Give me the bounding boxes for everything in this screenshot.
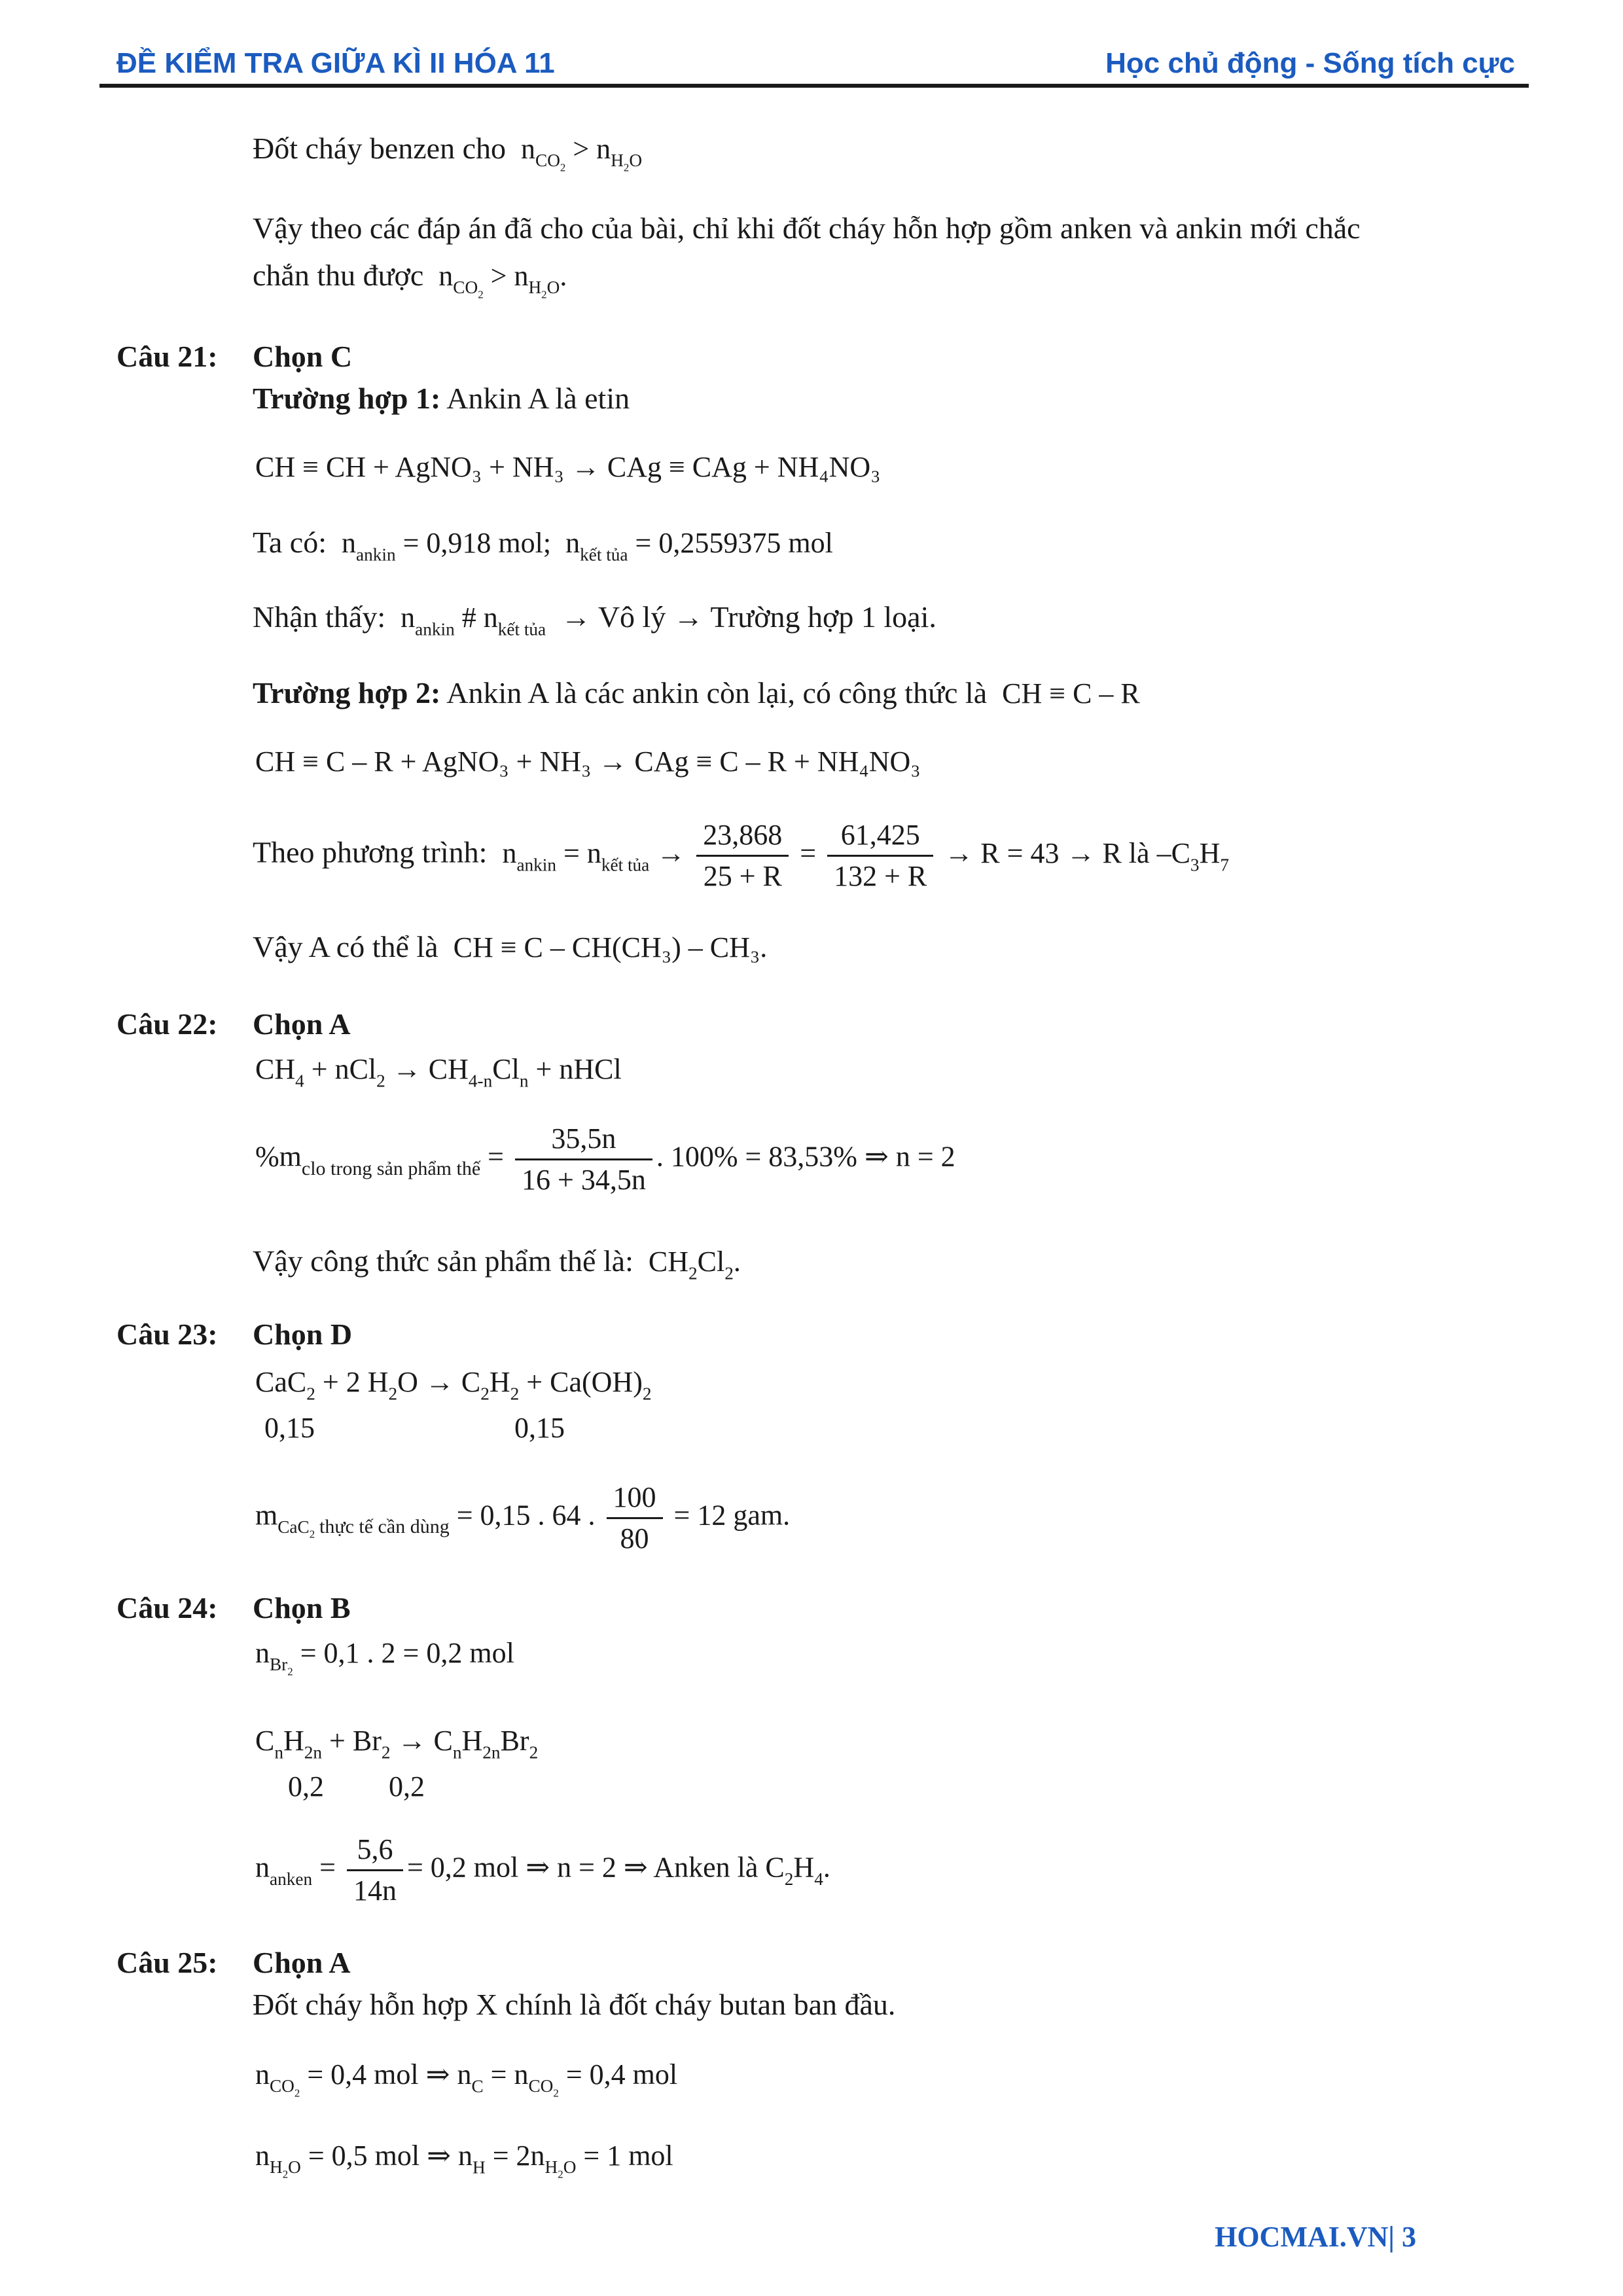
q22-conclusion: Vậy công thức sản phẩm thế là: $CH_2Cl_2$. (253, 1244, 741, 1283)
q25-line-1: $n_{CO_2} = 0,4$ mol ⇒ $n_C = n_{CO_2} = 0,4$ mol (255, 2058, 678, 2100)
q21-nhanthay: Nhận thấy: $n_{ankin}$ # $n_{kết tủa}$ → Vô lý → Trường hợp 1 loại. (253, 600, 936, 639)
footer-site[interactable]: HOCMAI.VN (1215, 2221, 1389, 2253)
q23-equation: CaC$_2$ + 2 $H_2O \to C_2H_2 + Ca(OH)_2$ (255, 1366, 652, 1404)
q24-nbr: $n_{Br_2} = 0,1$ . 2 = 0,2 mol (255, 1637, 514, 1678)
q23-answer: Chọn D (253, 1318, 353, 1351)
q25-label: Câu 25: (116, 1946, 218, 1979)
q21-answer: Chọn C (253, 340, 353, 373)
header-title: ĐỀ KIỂM TRA GIỮA KÌ II HÓA 11 (116, 47, 555, 79)
q21-case1: Trường hợp 1: Ankin A là etin (253, 382, 630, 415)
q24-mol-1: 0,2 (288, 1770, 324, 1803)
q21-conclusion: Vậy A có thể là CH ≡ C – CH(CH₃) – CH₃. (253, 930, 768, 963)
q24-label: Câu 24: (116, 1591, 218, 1624)
q21-case2: Trường hợp 2: Ankin A là các ankin còn lại, có công thức là CH ≡ C – R (253, 676, 1140, 709)
q24-calc: $n_{anken}$ = $\frac{5,6}{14n}$ = 0,2 mol ⇒ n = 2 ⇒ Anken là $C_2H_4$. (255, 1833, 830, 1907)
q22-calc: $\%m_{clo trong sản phẩm thế}$ = $\frac{35,5n}{16 + 34,5n}$ . 100% = 83,53% ⇒ n = 2 (255, 1122, 955, 1196)
intro-line-2: Vậy theo các đáp án đã cho của bài, chỉ khi đốt cháy hỗn hợp gồm anken và ankin mới chắc (253, 211, 1361, 245)
q21-taco: Ta có: $n_{ankin} = 0,918$ mol; $n_{kết tủa} = 0,2559375$ mol (253, 526, 833, 565)
q22-equation: $CH_4 + nCl_2 \to CH_{4-n}Cl_n$ + nHCl (255, 1053, 622, 1091)
intro-line-1: Đốt cháy benzen cho $n_{CO_2} > n_{H_2O}$ (253, 132, 643, 174)
q21-equation-1: CH ≡ CH + AgNO₃ + NH₃ → CAg ≡ CAg + NH₄NO₃ (255, 451, 881, 483)
q24-equation: $C_nH_{2n} + Br_2 \to C_nH_{2n}Br_2$ (255, 1725, 539, 1763)
q23-mol-2: 0,15 (514, 1412, 565, 1444)
q23-mol-1: 0,15 (264, 1412, 315, 1444)
q23-calc: $m_{CaC_2 thực tế cần dùng} = 0,15$ . 64 . $\frac{100}{80}$ = 12 gam. (255, 1481, 791, 1554)
header-slogan: Học chủ động - Sống tích cực (1105, 47, 1515, 79)
header-rule (99, 84, 1529, 88)
q25-answer: Chọn A (253, 1946, 351, 1979)
page-number: 3 (1402, 2221, 1416, 2253)
q21-label: Câu 21: (116, 340, 218, 373)
q24-mol-2: 0,2 (389, 1770, 425, 1803)
intro-line-3: chắn thu được $n_{CO_2} > n_{H_2O}$. (253, 259, 567, 301)
q22-answer: Chọn A (253, 1007, 351, 1041)
q21-equation-2: CH ≡ C – R + AgNO₃ + NH₃ → CAg ≡ C – R + NH₄NO₃ (255, 745, 921, 778)
q21-theo-phuong-trinh: Theo phương trình: $n_{ankin} = n_{kết tủa}$ → $\frac{23,868}{25 + R}$ = $\frac{61,425}{132 + R}$ → R = 43 → R là $-C_3H_7$ (253, 819, 1229, 892)
q23-label: Câu 23: (116, 1318, 218, 1351)
q25-line-2: $n_{H_2O} = 0,5$ mol ⇒ $n_H = 2n_{H_2O} = 1$ mol (255, 2140, 673, 2181)
q24-answer: Chọn B (253, 1591, 351, 1624)
q22-label: Câu 22: (116, 1007, 218, 1041)
footer: HOCMAI.VN| 3 (1215, 2221, 1416, 2253)
q25-text: Đốt cháy hỗn hợp X chính là đốt cháy butan ban đầu. (253, 1988, 896, 2021)
